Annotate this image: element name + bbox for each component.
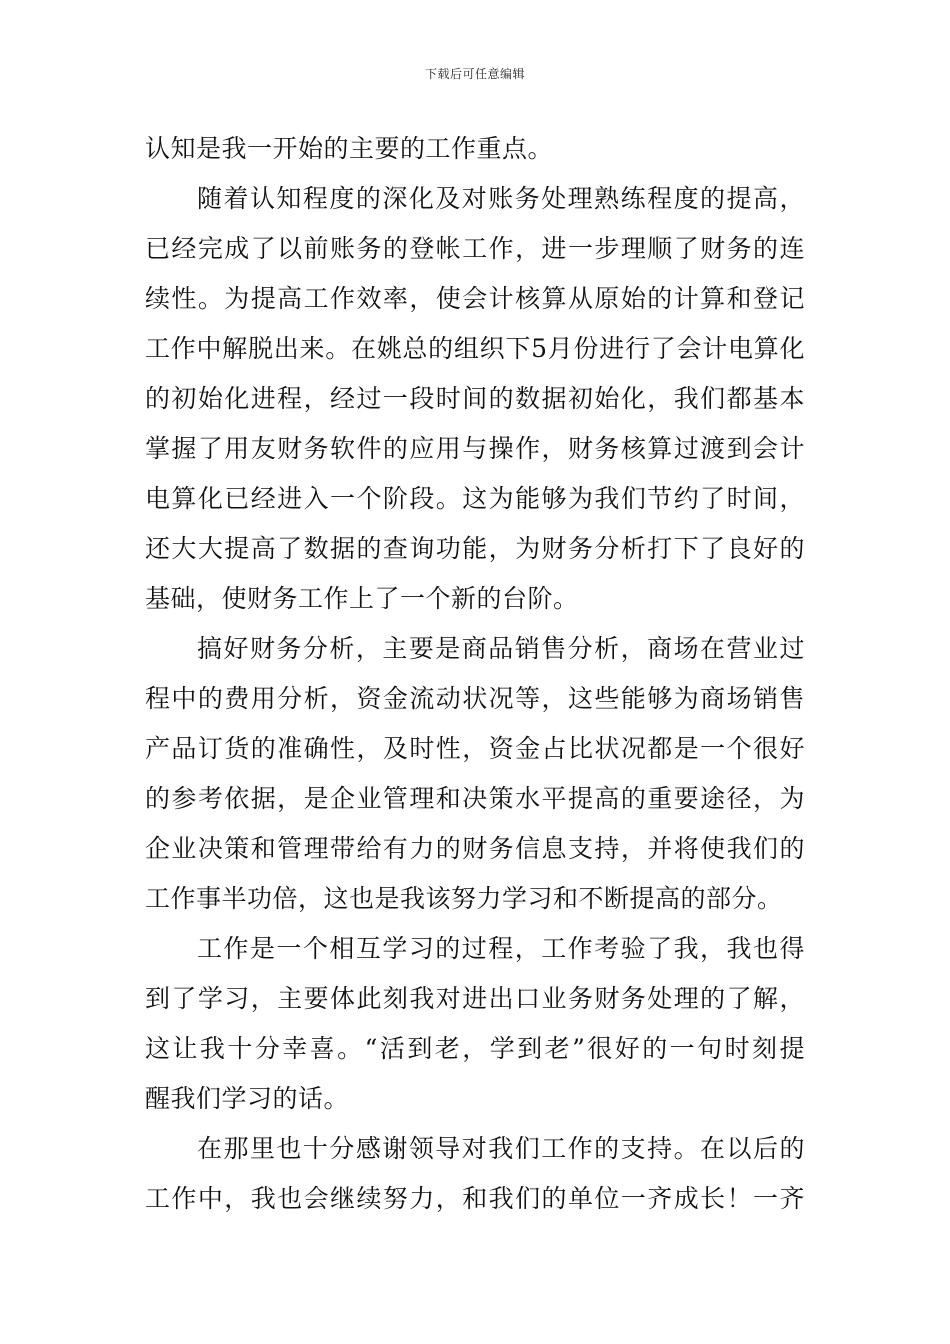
text-line: 搞好财务分析，主要是商品销售分析，商场在营业过 [197,634,805,663]
body-text [145,124,805,1224]
text-line: 工作是一个相互学习的过程，工作考验了我，我也得 [197,934,805,963]
text-line: 续性。为提高工作效率，使会计核算从原始的计算和登记 [145,284,805,313]
text-line: 企业决策和管理带给有力的财务信息支持，并将使我们的 [145,834,805,863]
text-line: 工作中，我也会继续努力，和我们的单位一齐成长！一齐 [145,1184,805,1213]
text-line: 已经完成了以前账务的登帐工作，进一步理顺了财务的连 [145,234,805,263]
text-line: 的初始化进程，经过一段时间的数据初始化，我们都基本 [145,384,805,413]
text-line: 基础，使财务工作上了一个新的台阶。 [145,584,579,613]
text-line: 在那里也十分感谢领导对我们工作的支持。在以后的 [197,1134,805,1163]
text-line: 认知是我一开始的主要的工作重点。 [145,134,554,163]
text-line: 程中的费用分析，资金流动状况等，这些能够为商场销售 [145,684,805,713]
text-line: 随着认知程度的深化及对账务处理熟练程度的提高， [197,184,805,213]
text-line: 工作事半功倍，这也是我该努力学习和不断提高的部分。 [145,884,783,913]
text-line: 掌握了用友财务软件的应用与操作，财务核算过渡到会计 [145,434,805,463]
text-line: 到了学习，主要体此刻我对进出口业务财务处理的了解， [145,984,805,1013]
text-line: 醒我们学习的话。 [145,1084,350,1113]
text-line: 产品订货的准确性，及时性，资金占比状况都是一个很好 [145,734,805,763]
text-line: 工作中解脱出来。在姚总的组织下5月份进行了会计电算化 [145,334,805,363]
text-line: 电算化已经进入一个阶段。这为能够为我们节约了时间， [145,484,805,513]
text-line: 还大大提高了数据的查询功能，为财务分析打下了良好的 [145,534,805,563]
text-line: 这让我十分幸喜。“活到老，学到老”很好的一句时刻提 [145,1034,805,1063]
text-line: 的参考依据，是企业管理和决策水平提高的重要途径，为 [145,784,805,813]
header-note: 下载后可任意编辑 [424,67,525,81]
